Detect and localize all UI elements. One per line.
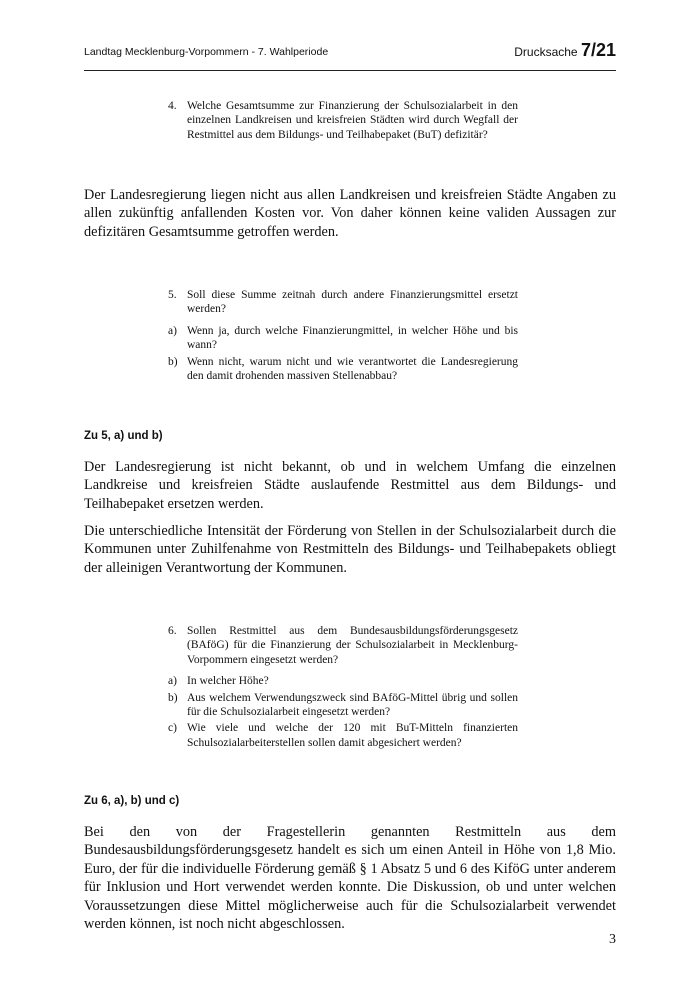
sub-question-text: Aus welchem Verwendungszweck sind BAföG-Mittel übrig und sollen für die Schulsozialarbeit eingesetzt werden? xyxy=(187,691,518,719)
document-number-value: 7/21 xyxy=(580,40,616,60)
sub-question-label: a) xyxy=(168,675,177,688)
parliament-label: Landtag Mecklenburg-Vorpommern - 7. Wahlperiode xyxy=(84,46,329,58)
page-header xyxy=(84,40,616,71)
sub-question-text: In welcher Höhe? xyxy=(187,675,269,688)
sub-question xyxy=(168,674,518,688)
document-label: Drucksache xyxy=(514,45,578,59)
answer-6: Bei den von der Fragestellerin genannten Restmitteln aus dem Bundesausbildungsförderungsgesetz handelt es sich um einen Anteil in Höhe von 1,8 Mio. Euro, der für die individuelle Förderung gemäß § 1 Absatz 5 und 6 des KiföG unter anderem für Inklusion und Hort verwendet werden konnte. Die Diskussion, ob und unter welchen Voraussetzungen diese Mittel möglicherweise auch für die Schulsozialarbeit verwendet werden können, ist noch nicht abgeschlossen. xyxy=(84,824,616,933)
question-number: 5. xyxy=(168,289,177,301)
sub-question-label: b) xyxy=(168,691,178,704)
sub-question-label: c) xyxy=(168,722,177,735)
sub-question xyxy=(168,355,518,384)
answer-heading-6: Zu 6, a), b) und c) xyxy=(84,795,180,807)
question-number: 4. xyxy=(168,100,177,112)
page-number: 3 xyxy=(609,932,616,947)
question-number: 6. xyxy=(168,625,177,637)
sub-question-label: a) xyxy=(168,324,177,337)
sub-question-text: Wie viele und welche der 120 mit BuT-Mitteln finanzierten Schulsozialarbeiterstellen sollen damit abgesichert werden? xyxy=(187,722,518,749)
question-text: Sollen Restmittel aus dem Bundesausbildungsförderungsgesetz (BAföG) für die Finanzierung der Schulsozialarbeit in Mecklenburg-Vorpommern eingesetzt werden? xyxy=(187,625,518,666)
sub-question-text: Wenn ja, durch welche Finanzierungmittel, in welcher Höhe und bis wann? xyxy=(187,324,518,352)
document-number xyxy=(514,40,616,61)
question-4 xyxy=(168,99,518,142)
sub-question xyxy=(168,721,518,750)
answer-4: Der Landesregierung liegen nicht aus allen Landkreisen und kreisfreien Städte Angaben zu allen zukünftig anfallenden Kosten vor. Von daher können keine validen Aussagen zur defizitären Gesamtsumme getroffen werden. xyxy=(84,187,616,240)
answer-5-paragraph-2: Die unterschiedliche Intensität der Förderung von Stellen in der Schulsozialarbeit durch die Kommunen unter Zuhilfenahme von Restmitteln des Bildungs- und Teilhabepakets obliegt der alleinigen Verantwortung der Kommunen. xyxy=(84,523,616,576)
sub-question xyxy=(168,691,518,720)
sub-question-label: b) xyxy=(168,355,178,368)
answer-heading-5: Zu 5, a) und b) xyxy=(84,430,163,442)
question-6 xyxy=(168,624,518,750)
answer-5-paragraph-1: Der Landesregierung ist nicht bekannt, ob und in welchem Umfang die einzelnen Landkreise und kreisfreien Städte auslaufende Restmittel aus dem Bildungs- und Teilhabepaket ersetzen werden. xyxy=(84,459,616,512)
question-5 xyxy=(168,288,518,383)
question-text: Soll diese Summe zeitnah durch andere Finanzierungsmittel ersetzt werden? xyxy=(187,289,518,316)
sub-question xyxy=(168,324,518,353)
question-text: Welche Gesamtsumme zur Finanzierung der Schulsozialarbeit in den einzelnen Landkreisen und kreisfreien Städten wird durch Wegfall der Restmittel aus dem Bildungs- und Teilhabepaket (BuT) defizitär? xyxy=(187,100,518,141)
sub-question-text: Wenn nicht, warum nicht und wie verantwortet die Landesregierung den damit drohenden massiven Stellenabbau? xyxy=(187,355,518,383)
